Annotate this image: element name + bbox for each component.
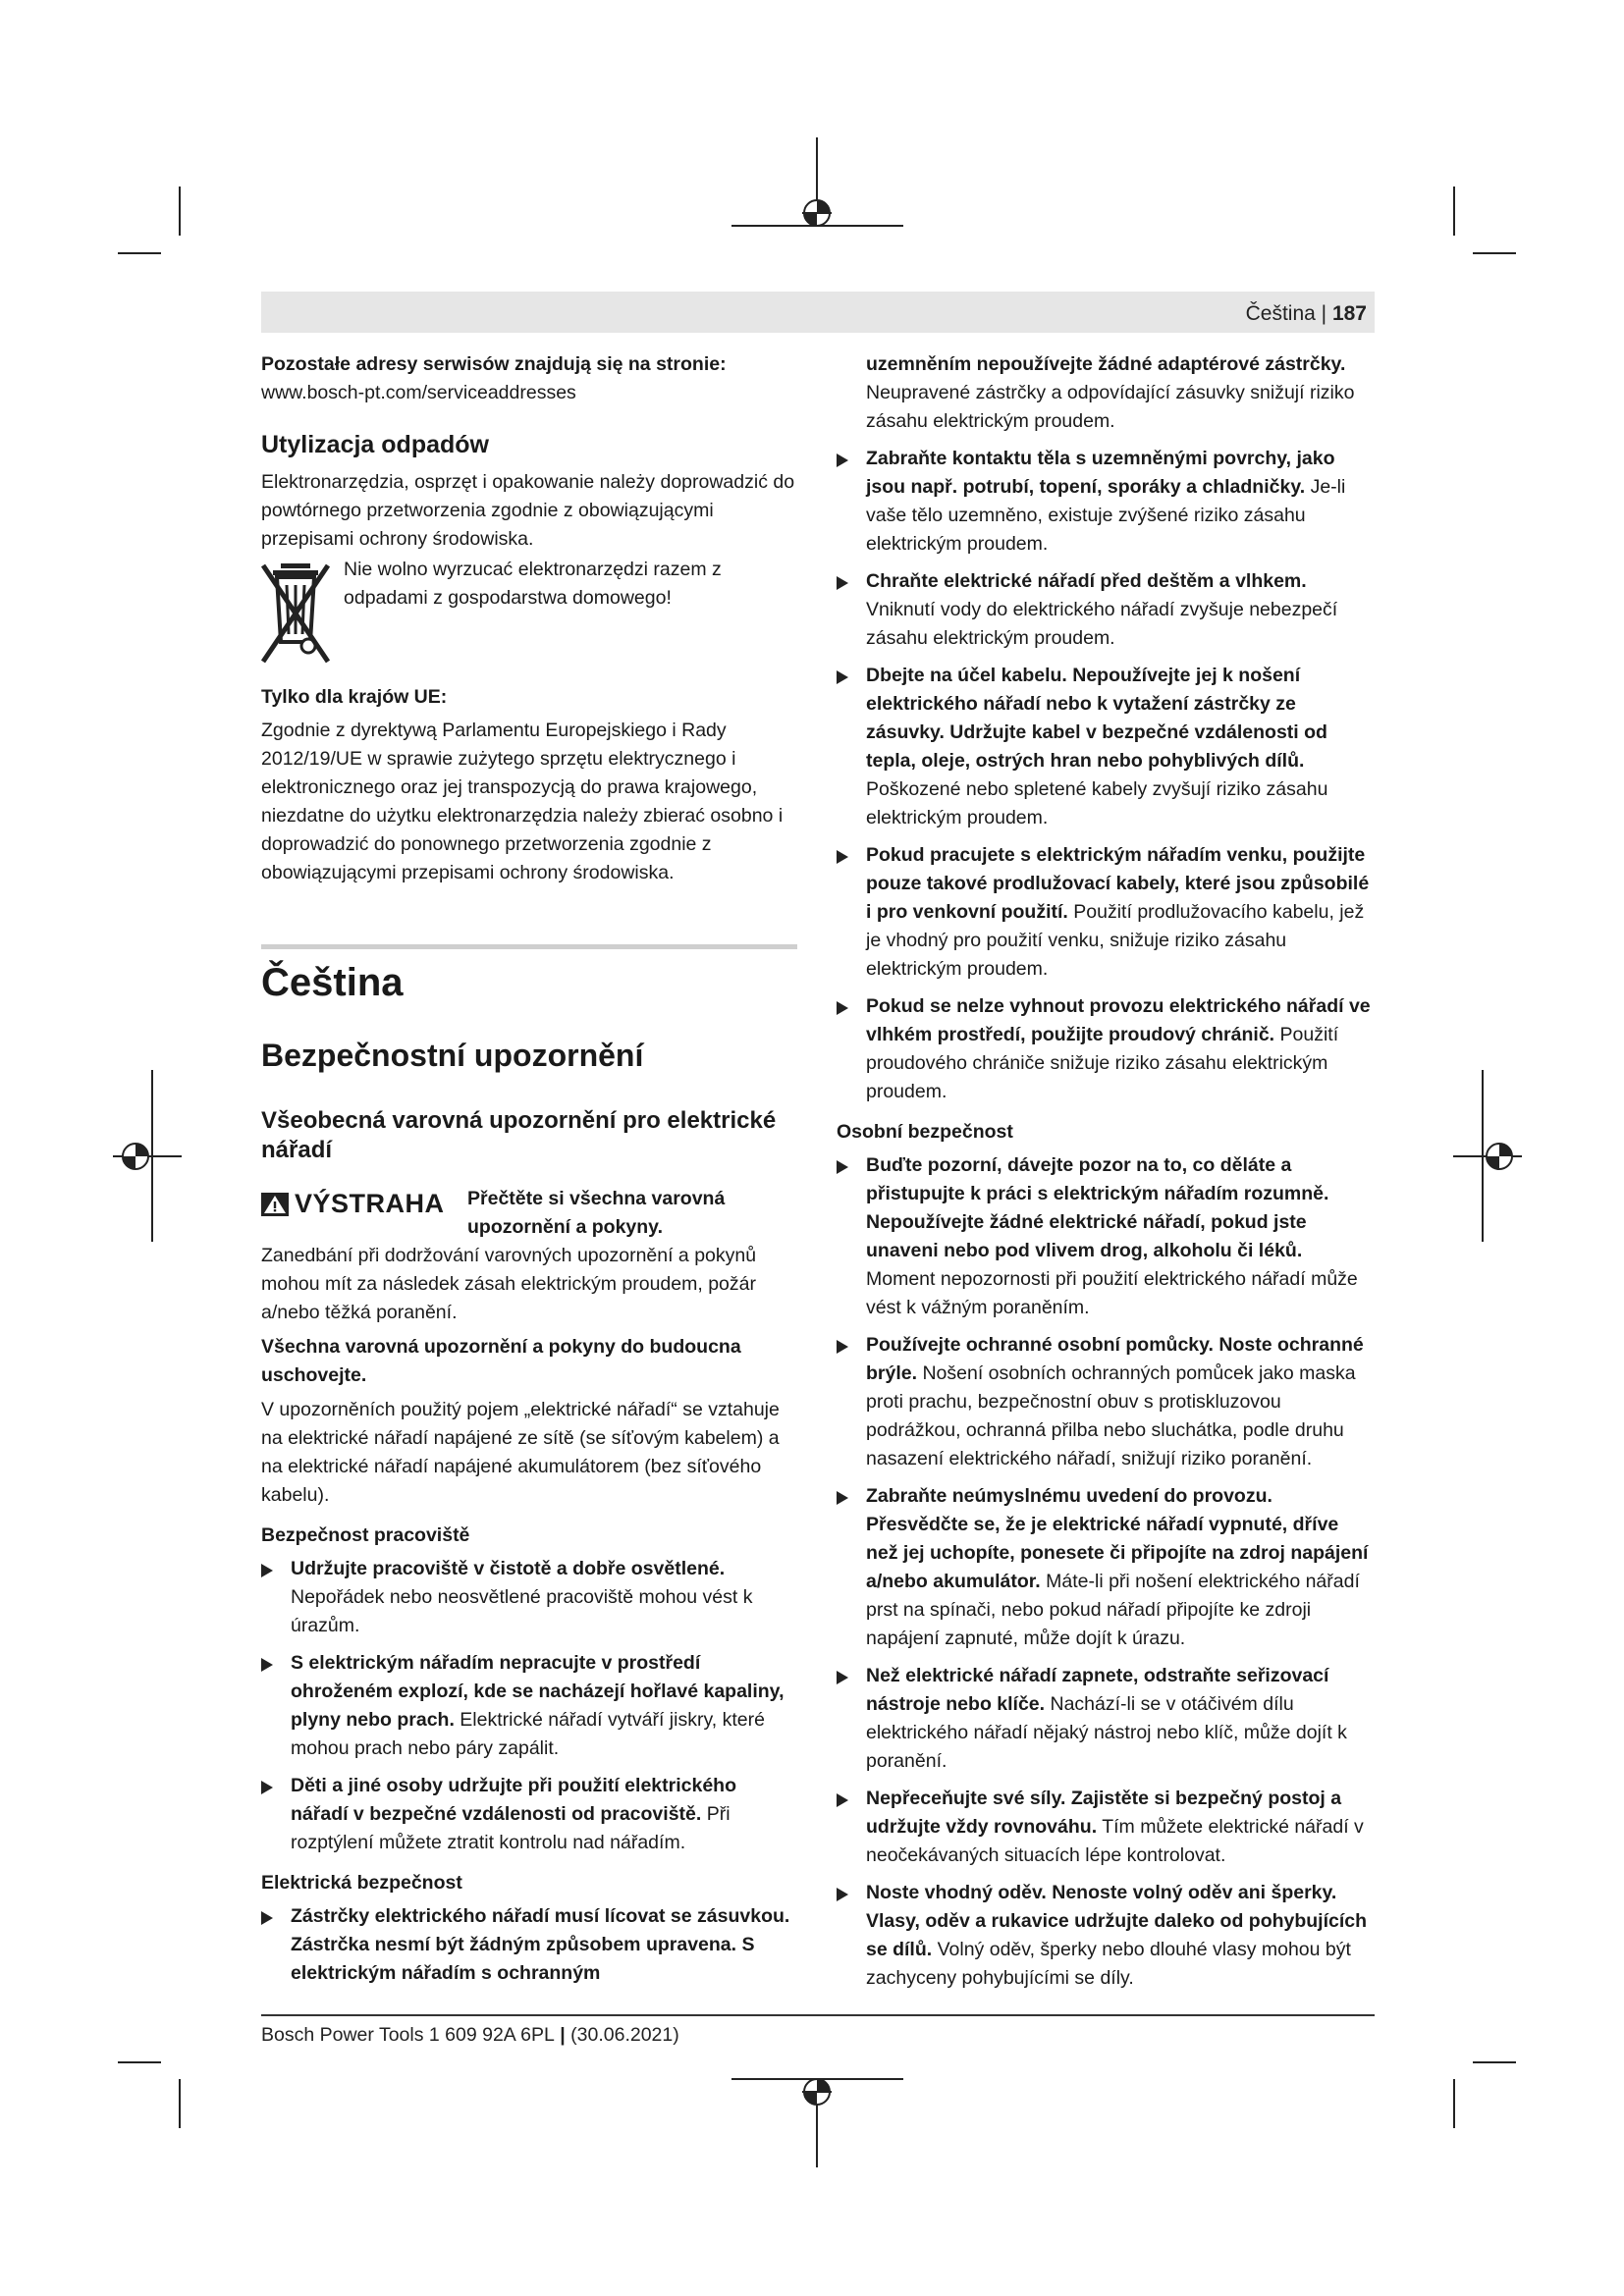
bullet-triangle-icon bbox=[837, 1491, 848, 1505]
bin-text: Nie wolno wyrzucać elektronarzędzi razem z odpadami z gospodarstwa domowego! bbox=[344, 559, 722, 609]
warning-bold: Přečtěte si všechna varovná upozornění a pokyny. bbox=[467, 1188, 726, 1238]
footer-doc-number: 1 609 92A 6PL bbox=[428, 2024, 555, 2046]
registration-mark-icon bbox=[731, 137, 903, 245]
registration-mark-icon bbox=[113, 1070, 182, 1242]
crop-mark bbox=[179, 187, 181, 236]
header-separator: | bbox=[1315, 302, 1332, 325]
crop-mark bbox=[1453, 2079, 1455, 2128]
safety-title: Bezpečnostní upozornění bbox=[261, 1038, 644, 1073]
keep-instructions: Všechna varovná upozornění a pokyny do budoucna uschovejte. bbox=[261, 1336, 741, 1386]
eu-heading: Tylko dla krajów UE: bbox=[261, 686, 448, 708]
left-column bbox=[261, 350, 797, 1997]
footer-brand: Bosch Power Tools bbox=[261, 2024, 424, 2046]
registration-mark-icon bbox=[1453, 1070, 1522, 1242]
bullet-triangle-icon bbox=[837, 454, 848, 467]
bullet-triangle-icon bbox=[837, 576, 848, 590]
crossed-bin-icon bbox=[261, 556, 330, 666]
crop-mark bbox=[1453, 187, 1455, 236]
warning-label: VÝSTRAHA bbox=[261, 1189, 467, 1219]
bullet-triangle-icon bbox=[261, 1564, 273, 1577]
footer-date: (30.06.2021) bbox=[570, 2024, 679, 2046]
weee-notice bbox=[261, 556, 797, 666]
crop-mark bbox=[118, 252, 161, 254]
general-warnings-title: Všeobecná varovná upozornění pro elektrické nářadí bbox=[261, 1107, 777, 1163]
list-item-continued: uzemněním nepoužívejte žádné adaptérové zástrčky. Neupravené zástrčky a odpovídající zásuvky snižují riziko zásahu elektrickým proudem. bbox=[866, 353, 1355, 432]
registration-mark-icon bbox=[731, 2059, 903, 2167]
list-item: Noste vhodný oděv. Nenoste volný oděv ani šperky. Vlasy, oděv a rukavice udržujte daleko od pohybujících se dílů. Volný oděv, šperky nebo dlouhé vlasy mohou být zachyceny pohybujícími se díly. bbox=[837, 1879, 1375, 1993]
bullet-triangle-icon bbox=[261, 1781, 273, 1794]
list-item: Než elektrické nářadí zapnete, odstraňte seřizovací nástroje nebo klíče. Nachází-li se v otáčivém dílu elektrického nářadí nějaký nástroj nebo klíč, může dojít k poranění. bbox=[837, 1662, 1375, 1776]
page-number: 187 bbox=[1331, 302, 1367, 325]
crop-mark bbox=[1473, 2061, 1516, 2063]
workplace-heading: Bezpečnost pracoviště bbox=[261, 1524, 470, 1546]
term-definition: V upozorněních použitý pojem „elektrické nářadí“ se vztahuje na elektrické nářadí napájené ze sítě (se síťovým kabelem) a na elektrické nářadí napájené akumulátorem (bez síťového kabelu). bbox=[261, 1399, 780, 1506]
eu-text: Zgodnie z dyrektywą Parlamentu Europejskiego i Rady 2012/19/UE w sprawie zużytego sprzętu elektrycznego i elektronicznego oraz jej transpozycją do prawa krajowego, niezdatne do użytku elektronarzędzia należy zbierać osobno i doprowadzić do ponownego przetworzenia zgodnie z obowiązującymi przepisami ochrony środowiska. bbox=[261, 720, 784, 883]
list-item: Buďte pozorní, dávejte pozor na to, co děláte a přistupujte k práci s elektrickým nářadím rozumně. Nepoužívejte žádné elektrické nářadí, pokud jste unaveni nebo pod vlivem drog, alkoholu či léků. Moment nepozornosti při použití elektrického nářadí může vést k vážným poraněním. bbox=[837, 1151, 1375, 1322]
warning-triangle-icon bbox=[261, 1193, 289, 1216]
running-header bbox=[261, 292, 1375, 333]
service-line: Pozostałe adresy serwisów znajdują się na stronie: bbox=[261, 353, 727, 375]
electrical-heading: Elektrická bezpečnost bbox=[261, 1872, 462, 1894]
list-item: S elektrickým nářadím nepracujte v prostředí ohroženém explozí, kde se nacházejí hořlavé kapaliny, plyny nebo prach. Elektrické nářadí vytváří jiskry, které mohou prach nebo páry zapálit. bbox=[261, 1649, 797, 1763]
crop-mark bbox=[118, 2061, 161, 2063]
page-footer bbox=[261, 2024, 679, 2047]
warning-block bbox=[261, 1185, 797, 1242]
list-item: Děti a jiné osoby udržujte při použití elektrického nářadí v bezpečné vzdálenosti od pracoviště. Při rozptýlení můžete ztratit kontrolu nad nářadím. bbox=[261, 1772, 797, 1857]
header-section-title: Čeština bbox=[1245, 302, 1316, 325]
list-item: Udržujte pracoviště v čistotě a dobře osvětlené. Nepořádek nebo neosvětlené pracoviště mohou vést k úrazům. bbox=[261, 1555, 797, 1640]
list-item: Dbejte na účel kabelu. Nepoužívejte jej k nošení elektrického nářadí nebo k vytažení zástrčky ze zásuvky. Udržujte kabel v bezpečné vzdálenosti od tepla, oleje, ostrých hran nebo pohyblivých dílů. Poškozené nebo spletené kabely zvyšují riziko zásahu elektrickým proudem. bbox=[837, 662, 1375, 832]
list-item: Zabraňte neúmyslnému uvedení do provozu. Přesvědčte se, že je elektrické nářadí vypnuté, dříve než jej uchopíte, ponesete či připojíte na zdroj napájení a/nebo akumulátor. Máte-li při nošení elektrického nářadí prst na spínači, nebo pokud nářadí připojíte ke zdroji napájení zapnuté, může dojít k úrazu. bbox=[837, 1482, 1375, 1653]
list-item: Pokud se nelze vyhnout provozu elektrického nářadí ve vlhkém prostředí, použijte proudový chránič. Použití proudového chrániče snižuje riziko zásahu elektrickým proudem. bbox=[837, 992, 1375, 1106]
service-url: www.bosch-pt.com/serviceaddresses bbox=[261, 382, 576, 403]
warning-text: Zanedbání při dodržování varovných upozornění a pokynů mohou mít za následek zásah elektrickým proudem, požár a/nebo těžká poranění. bbox=[261, 1245, 757, 1323]
disposal-text: Elektronarzędzia, osprzęt i opakowanie należy doprowadzić do powtórnego przetworzenia zgodnie z obowiązującymi przepisami ochrony środowiska. bbox=[261, 471, 795, 550]
list-item: Zabraňte kontaktu těla s uzemněnými povrchy, jako jsou např. potrubí, topení, sporáky a chladničky. Je-li vaše tělo uzemněno, existuje zvýšené riziko zásahu elektrickým proudem. bbox=[837, 445, 1375, 559]
crop-mark bbox=[1473, 252, 1516, 254]
footer-separator: | bbox=[554, 2024, 571, 2046]
bullet-triangle-icon bbox=[837, 670, 848, 684]
footer-rule bbox=[261, 2014, 1375, 2016]
disposal-heading: Utylizacja odpadów bbox=[261, 431, 489, 458]
crop-mark bbox=[179, 2079, 181, 2128]
chapter-title: Čeština bbox=[261, 961, 404, 1004]
bullet-triangle-icon bbox=[837, 1888, 848, 1901]
chapter-divider bbox=[261, 944, 797, 949]
personal-heading: Osobní bezpečnost bbox=[837, 1121, 1013, 1143]
bullet-triangle-icon bbox=[837, 1160, 848, 1174]
list-item: Nepřeceňujte své síly. Zajistěte si bezpečný postoj a udržujte vždy rovnováhu. Tím můžete elektrické nářadí v neočekávaných situacích lépe kontrolovat. bbox=[837, 1785, 1375, 1870]
bullet-triangle-icon bbox=[837, 1340, 848, 1354]
list-item: Používejte ochranné osobní pomůcky. Noste ochranné brýle. Nošení osobních ochranných pomůcek jako maska proti prachu, bezpečnostní obuv s protiskluzovou podrážkou, ochranná přilba nebo sluchátka, podle druhu nasazení elektrického nářadí, snižují riziko poranění. bbox=[837, 1331, 1375, 1473]
bullet-triangle-icon bbox=[837, 1001, 848, 1015]
list-item: Chraňte elektrické nářadí před deštěm a vlhkem. Vniknutí vody do elektrického nářadí zvyšuje nebezpečí zásahu elektrickým proudem. bbox=[837, 567, 1375, 653]
list-item: Zástrčky elektrického nářadí musí lícovat se zásuvkou. Zástrčka nesmí být žádným způsobem upravena. S elektrickým nářadím s ochranným bbox=[261, 1902, 797, 1988]
bullet-triangle-icon bbox=[261, 1911, 273, 1925]
bullet-triangle-icon bbox=[261, 1658, 273, 1672]
bullet-triangle-icon bbox=[837, 850, 848, 864]
bullet-triangle-icon bbox=[837, 1671, 848, 1684]
right-column bbox=[837, 350, 1375, 2002]
list-item: Pokud pracujete s elektrickým nářadím venku, použijte pouze takové prodlužovací kabely, které jsou způsobilé i pro venkovní použití. Použití prodlužovacího kabelu, jež je vhodný pro použití venku, snižuje riziko zásahu elektrickým proudem. bbox=[837, 841, 1375, 984]
bullet-triangle-icon bbox=[837, 1793, 848, 1807]
